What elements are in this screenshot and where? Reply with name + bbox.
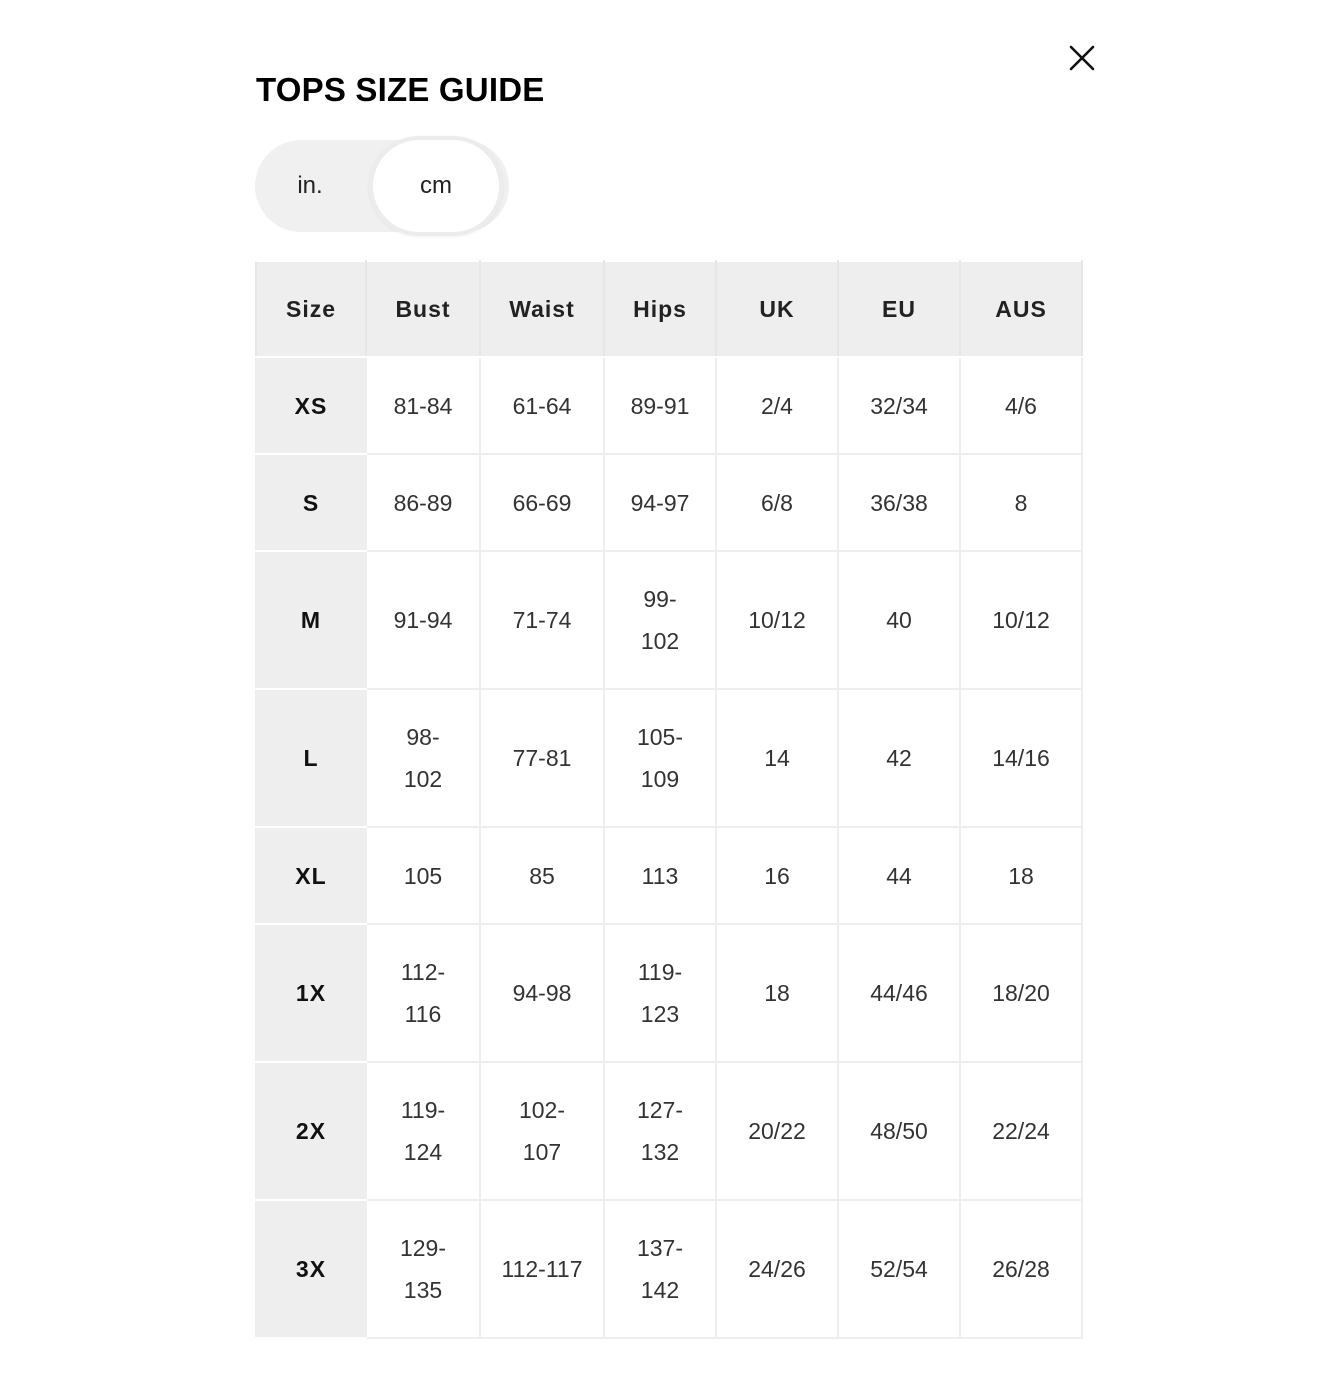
aus-cell: 4/6	[960, 357, 1082, 454]
aus-cell: 26/28	[960, 1200, 1082, 1338]
aus-cell: 10/12	[960, 551, 1082, 689]
header-size: Size	[256, 261, 366, 357]
size-label: M	[256, 551, 366, 689]
waist-cell: 61-64	[480, 357, 604, 454]
header-hips: Hips	[604, 261, 716, 357]
bust-cell: 86-89	[366, 454, 480, 551]
uk-cell: 6/8	[716, 454, 838, 551]
size-label: 2X	[256, 1062, 366, 1200]
header-aus: AUS	[960, 261, 1082, 357]
size-label: 3X	[256, 1200, 366, 1338]
unit-option-centimeters[interactable]: cm	[369, 136, 503, 236]
bust-cell: 81-84	[366, 357, 480, 454]
waist-cell: 71-74	[480, 551, 604, 689]
table-row	[256, 827, 1082, 924]
aus-cell: 14/16	[960, 689, 1082, 827]
header-uk: UK	[716, 261, 838, 357]
table-row	[256, 454, 1082, 551]
page-title: TOPS SIZE GUIDE	[256, 71, 545, 108]
table-row	[256, 551, 1082, 689]
hips-cell: 137- 142	[604, 1200, 716, 1338]
uk-cell: 16	[716, 827, 838, 924]
hips-cell: 119- 123	[604, 924, 716, 1062]
aus-cell: 18	[960, 827, 1082, 924]
table-row	[256, 357, 1082, 454]
size-label: L	[256, 689, 366, 827]
header-eu: EU	[838, 261, 960, 357]
waist-cell: 77-81	[480, 689, 604, 827]
hips-cell: 105- 109	[604, 689, 716, 827]
eu-cell: 36/38	[838, 454, 960, 551]
hips-cell: 99- 102	[604, 551, 716, 689]
aus-cell: 18/20	[960, 924, 1082, 1062]
aus-cell: 8	[960, 454, 1082, 551]
table-row	[256, 1200, 1082, 1338]
size-table	[255, 260, 1083, 1339]
eu-cell: 40	[838, 551, 960, 689]
table-row	[256, 1062, 1082, 1200]
aus-cell: 22/24	[960, 1062, 1082, 1200]
eu-cell: 42	[838, 689, 960, 827]
table-header-row	[256, 261, 1082, 357]
uk-cell: 10/12	[716, 551, 838, 689]
uk-cell: 20/22	[716, 1062, 838, 1200]
eu-cell: 32/34	[838, 357, 960, 454]
header-bust: Bust	[366, 261, 480, 357]
size-label: XS	[256, 357, 366, 454]
bust-cell: 105	[366, 827, 480, 924]
unit-toggle[interactable]	[255, 140, 509, 232]
size-label: XL	[256, 827, 366, 924]
table-row	[256, 689, 1082, 827]
unit-option-inches[interactable]: in.	[297, 172, 323, 199]
hips-cell: 127- 132	[604, 1062, 716, 1200]
bust-cell: 98- 102	[366, 689, 480, 827]
uk-cell: 24/26	[716, 1200, 838, 1338]
uk-cell: 2/4	[716, 357, 838, 454]
size-label: S	[256, 454, 366, 551]
hips-cell: 89-91	[604, 357, 716, 454]
eu-cell: 48/50	[838, 1062, 960, 1200]
uk-cell: 18	[716, 924, 838, 1062]
waist-cell: 85	[480, 827, 604, 924]
bust-cell: 129- 135	[366, 1200, 480, 1338]
waist-cell: 102- 107	[480, 1062, 604, 1200]
uk-cell: 14	[716, 689, 838, 827]
bust-cell: 119- 124	[366, 1062, 480, 1200]
eu-cell: 44/46	[838, 924, 960, 1062]
waist-cell: 94-98	[480, 924, 604, 1062]
header-waist: Waist	[480, 261, 604, 357]
eu-cell: 44	[838, 827, 960, 924]
bust-cell: 112- 116	[366, 924, 480, 1062]
waist-cell: 112-117	[480, 1200, 604, 1338]
close-icon	[1068, 44, 1096, 72]
eu-cell: 52/54	[838, 1200, 960, 1338]
hips-cell: 113	[604, 827, 716, 924]
size-label: 1X	[256, 924, 366, 1062]
close-button[interactable]	[1062, 38, 1102, 78]
waist-cell: 66-69	[480, 454, 604, 551]
table-row	[256, 924, 1082, 1062]
bust-cell: 91-94	[366, 551, 480, 689]
hips-cell: 94-97	[604, 454, 716, 551]
